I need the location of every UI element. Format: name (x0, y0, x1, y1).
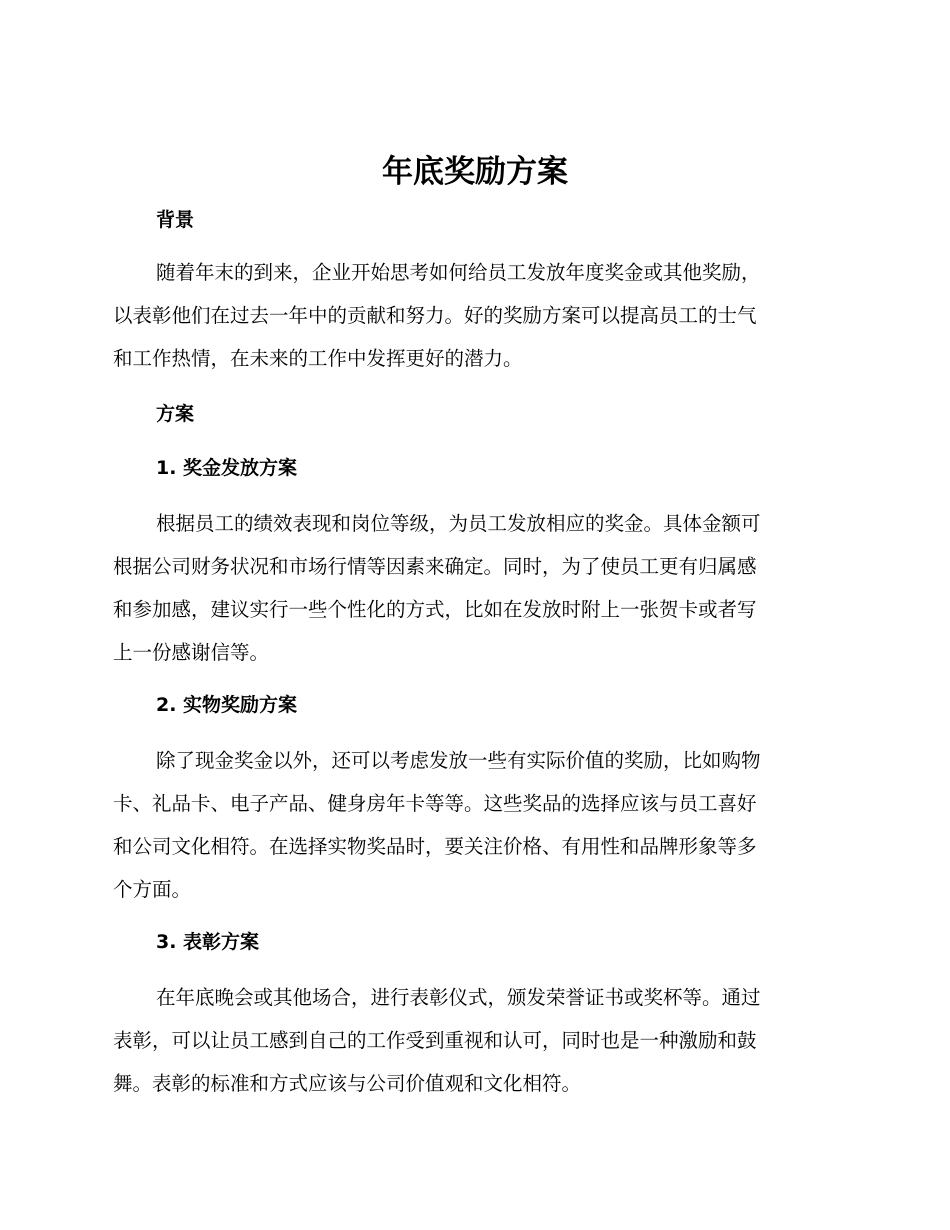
commendation-paragraph (113, 976, 835, 1105)
material-reward-paragraph (113, 739, 835, 911)
paragraph-line: 卡、礼品卡、电子产品、健身房年卡等等。这些奖品的选择应该与员工喜好 (113, 792, 757, 815)
paragraph-line: 以表彰他们在过去一年中的贡献和努力。好的奖励方案可以提高员工的士气 (113, 304, 757, 327)
background-paragraph (113, 251, 835, 380)
plan-heading: 方案 (156, 403, 195, 425)
paragraph-line: 除了现金奖金以外，还可以考虑发放一些有实际价值的奖励，比如购物 (156, 749, 761, 772)
paragraph-line: 随着年末的到来，企业开始思考如何给员工发放年度奖金或其他奖励， (156, 261, 761, 284)
paragraph-line: 表彰，可以让员工感到自己的工作受到重视和认可，同时也是一种激励和鼓 (113, 1029, 757, 1052)
bonus-plan-paragraph (113, 502, 835, 674)
document-title: 年底奖励方案 (382, 154, 568, 190)
paragraph-line: 上一份感谢信等。 (113, 641, 270, 664)
material-reward-heading: 2. 实物奖励方案 (156, 694, 298, 716)
paragraph-line: 根据公司财务状况和市场行情等因素来确定。同时，为了使员工更有归属感 (113, 555, 757, 578)
commendation-heading: 3. 表彰方案 (156, 931, 260, 953)
paragraph-line: 和公司文化相符。在选择实物奖品时，要关注价格、有用性和品牌形象等多 (113, 835, 757, 858)
paragraph-line: 在年底晚会或其他场合，进行表彰仪式，颁发荣誉证书或奖杯等。通过 (156, 986, 761, 1009)
paragraph-line: 根据员工的绩效表现和岗位等级，为员工发放相应的奖金。具体金额可 (156, 512, 761, 535)
paragraph-line: 舞。表彰的标准和方式应该与公司价值观和文化相符。 (113, 1072, 582, 1095)
bonus-plan-heading: 1. 奖金发放方案 (156, 457, 298, 479)
paragraph-line: 和工作热情，在未来的工作中发挥更好的潜力。 (113, 347, 523, 370)
paragraph-line: 和参加感，建议实行一些个性化的方式，比如在发放时附上一张贺卡或者写 (113, 598, 757, 621)
paragraph-line: 个方面。 (113, 878, 192, 901)
background-heading: 背景 (156, 209, 195, 231)
